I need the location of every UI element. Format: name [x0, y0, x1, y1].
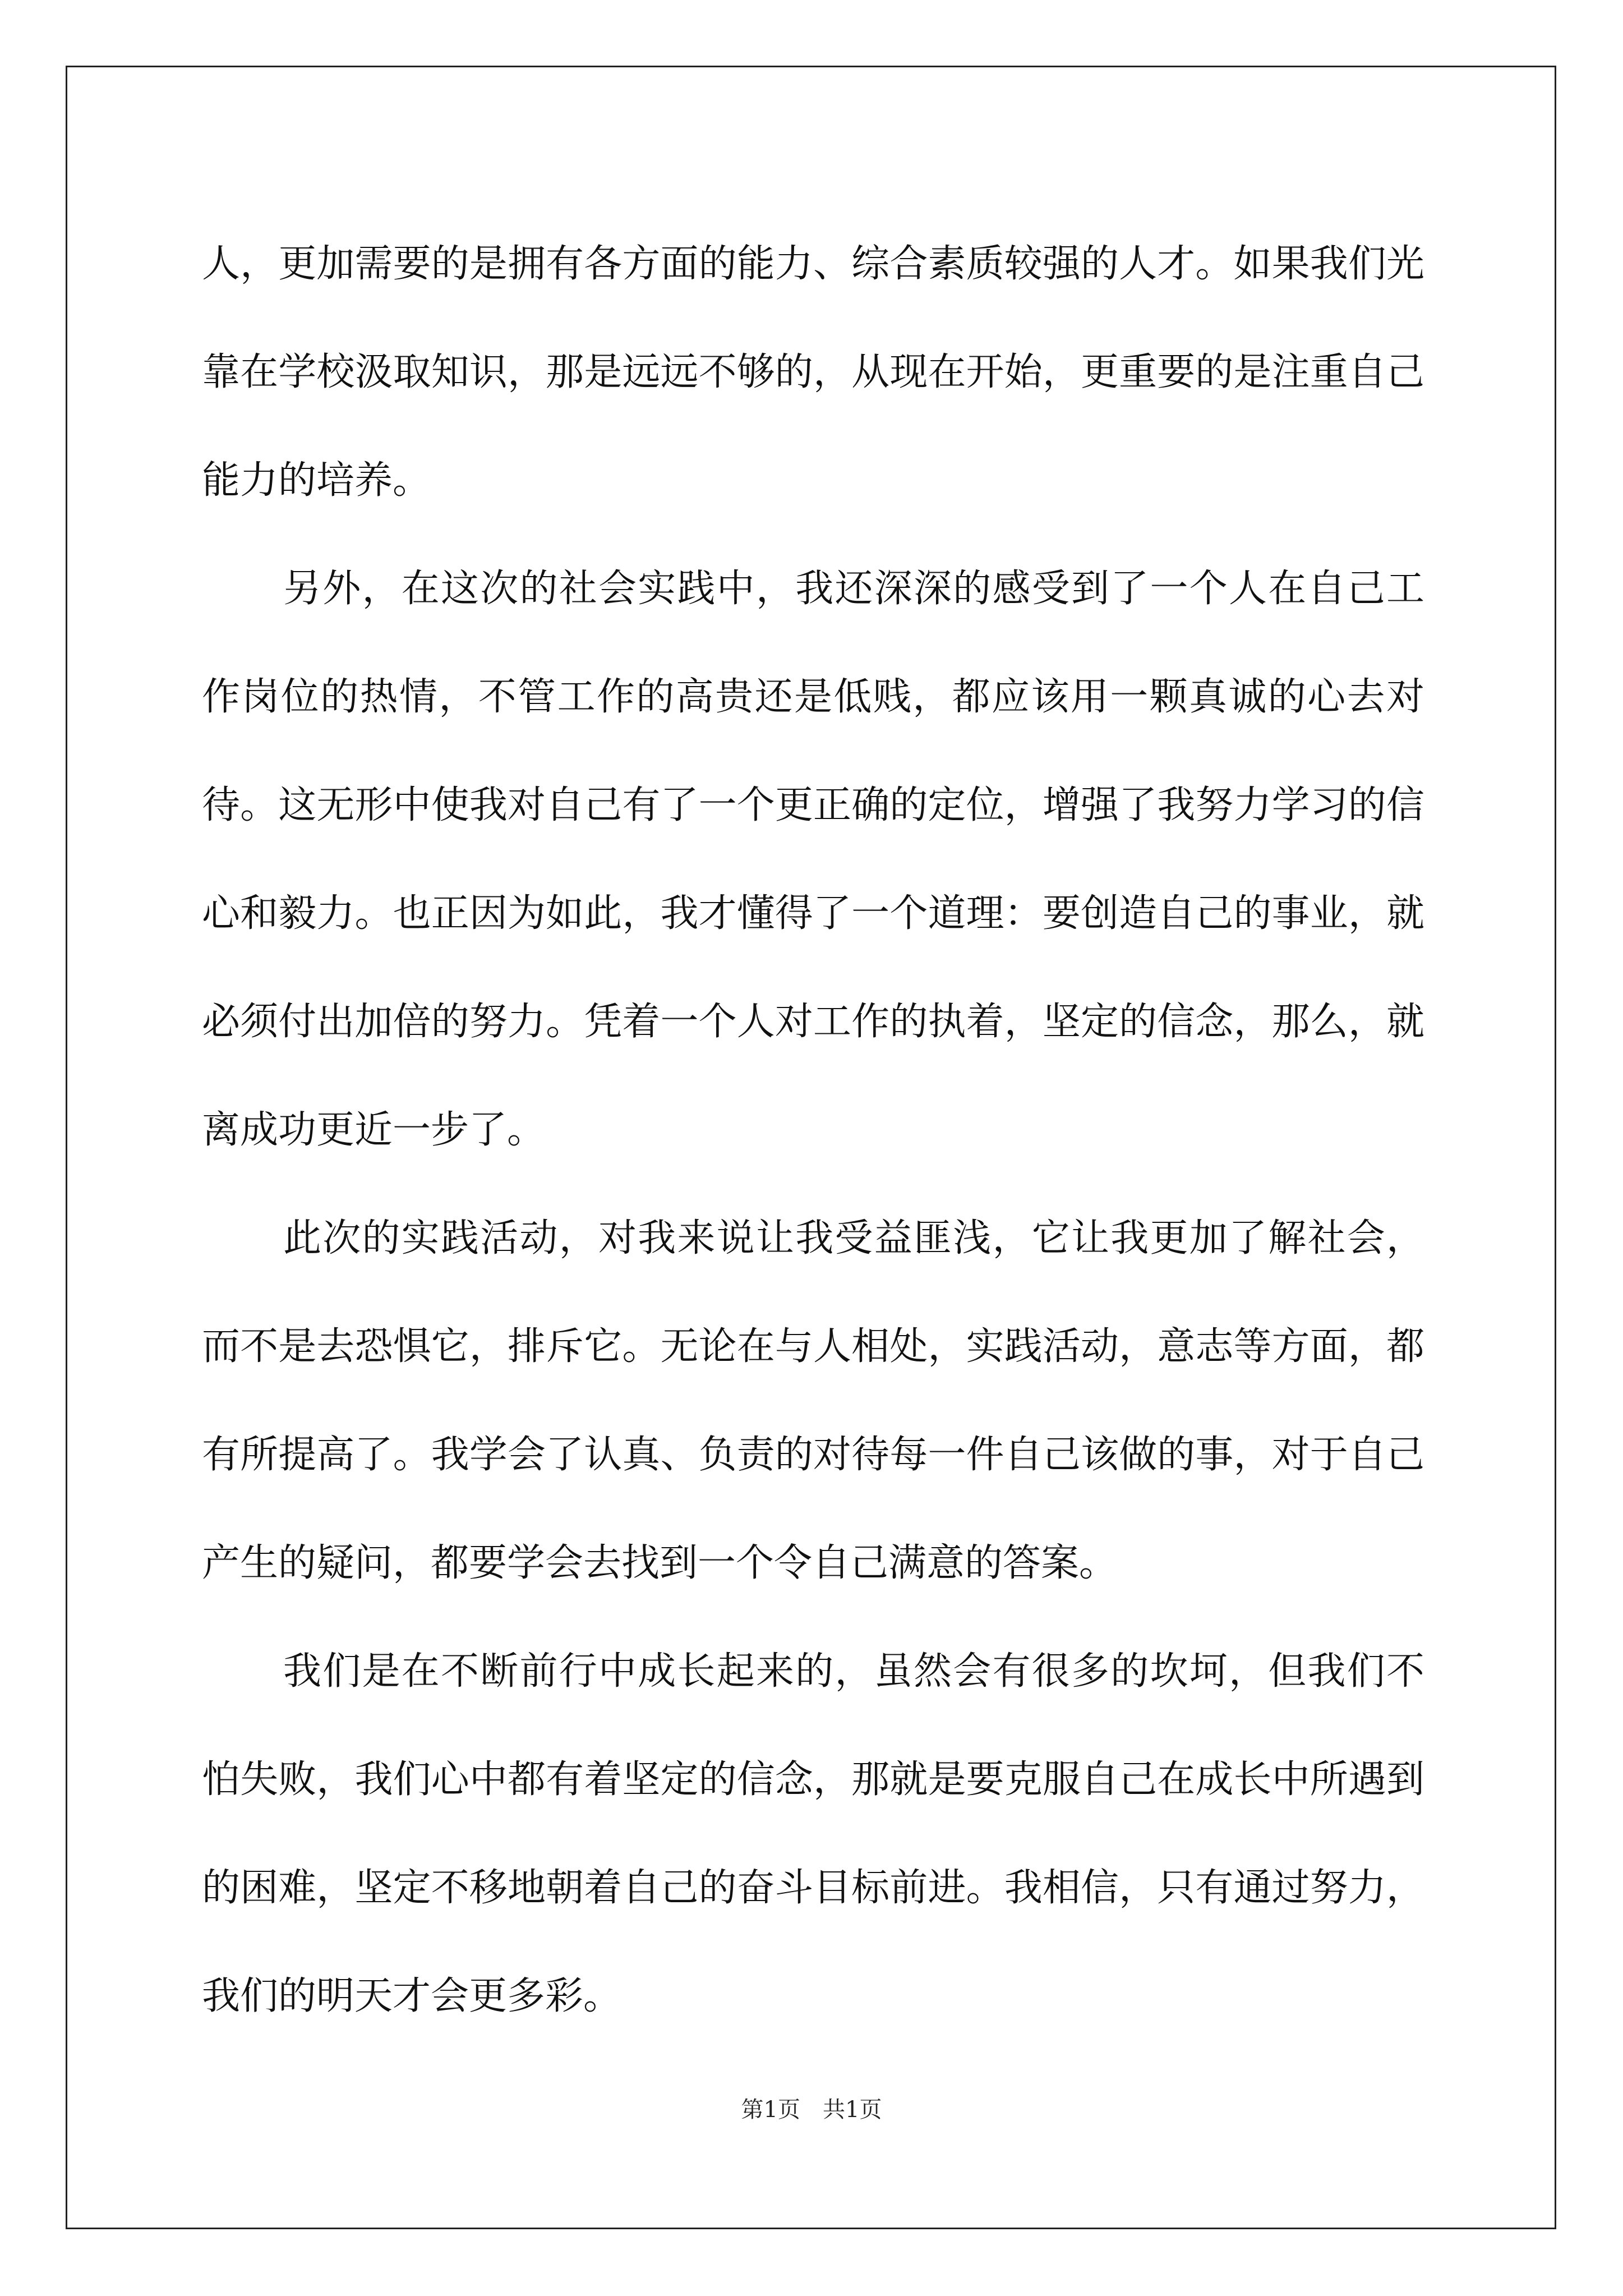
paragraph-3: 此次的实践活动，对我来说让我受益匪浅，它让我更加了解社会，而不是去恐惧它，排斥它。无论在与人相处，实践活动，意志等方面，都有所提高了。我学会了认真、负责的对待每一件自己该做的事，对于自己产生的疑问，都要学会去找到一个令自己满意的答案。: [202, 1216, 1424, 1585]
paragraph-1: 人，更加需要的是拥有各方面的能力、综合素质较强的人才。如果我们光靠在学校汲取知识，那是远远不够的，从现在开始，更重要的是注重自己能力的培养。: [202, 242, 1424, 503]
paragraph-2: 另外，在这次的社会实践中，我还深深的感受到了一个人在自己工作岗位的热情，不管工作的高贵还是低贱，都应该用一颗真诚的心去对待。这无形中使我对自己有了一个更正确的定位，增强了我努力学习的信心和毅力。也正因为如此，我才懂得了一个道理：要创造自己的事业，就必须付出加倍的努力。凭着一个人对工作的执着，坚定的信念，那么，就离成功更近一步了。: [202, 567, 1424, 1152]
page-number-footer: 第1页 共1页: [741, 2097, 882, 2123]
paragraph-4: 我们是在不断前行中成长起来的，虽然会有很多的坎坷，但我们不怕失败，我们心中都有着坚定的信念，那就是要克服自己在成长中所遇到的困难，坚定不移地朝着自己的奋斗目标前进。我相信，只有通过努力，我们的明天才会更多彩。: [202, 1649, 1424, 2018]
document-body: [202, 210, 1424, 2050]
